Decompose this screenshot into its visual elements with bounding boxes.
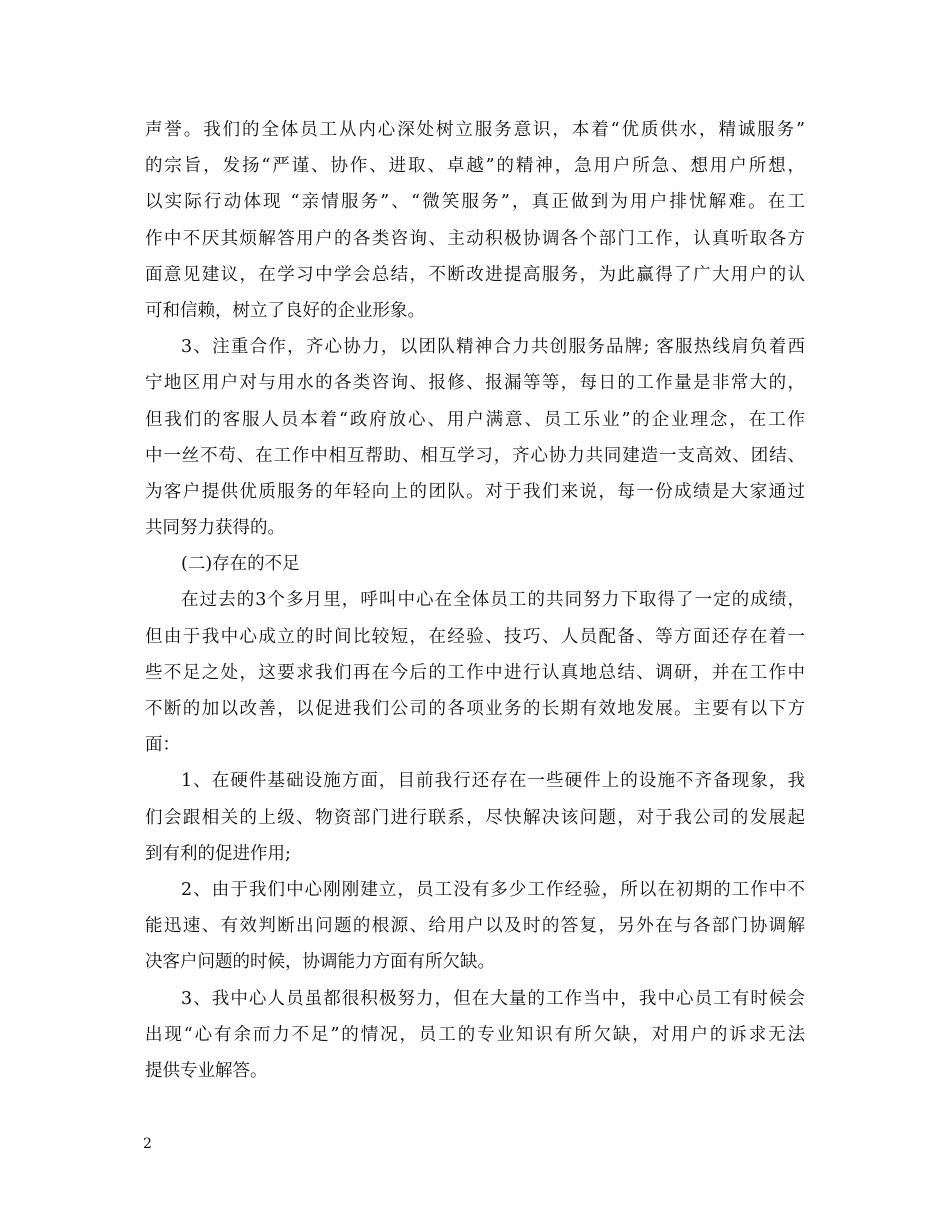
text-line: (二)存在的不足 [181, 554, 300, 575]
text-line: 3、注重合作，齐心协力，以团队精神合力共创服务品牌; 客服热线肩负着西 [181, 337, 805, 358]
text-line: 但由于我中心成立的时间比较短，在经验、技巧、人员配备、等方面还存在着一 [145, 626, 805, 647]
text-line: 作中不厌其烦解答用户的各类咨询、主动积极协调各个部门工作，认真听取各方 [145, 228, 805, 249]
text-line: 2、由于我们中心刚刚建立，员工没有多少工作经验，所以在初期的工作中不 [181, 879, 805, 900]
text-line: 声誉。我们的全体员工从内心深处树立服务意识，本着“优质供水，精诚服务” [145, 120, 805, 140]
text-line: 到有利的促进作用; [145, 843, 291, 864]
text-line: 共同努力获得的。 [145, 518, 285, 539]
text-line: 宁地区用户对与用水的各类咨询、报修、报漏等等，每日的工作量是非常大的， [145, 373, 805, 394]
text-line: 以实际行动体现 “亲情服务”、“微笑服务”，真正做到为用户排忧解难。在工 [145, 192, 805, 213]
text-line: 面意见建议，在学习中学会总结，不断改进提高服务，为此赢得了广大用户的认 [145, 264, 805, 285]
text-line: 们会跟相关的上级、物资部门进行联系，尽快解决该问题，对于我公司的发展起 [145, 807, 805, 828]
text-line: 出现“心有余而力不足”的情况，员工的专业知识有所欠缺，对用户的诉求无法 [145, 1024, 805, 1045]
body-text [145, 112, 805, 1089]
text-line: 不断的加以改善，以促进我们公司的各项业务的长期有效地发展。主要有以下方 [145, 699, 805, 719]
text-line: 中一丝不苟、在工作中相互帮助、相互学习，齐心协力共同建造一支高效、团结、 [145, 445, 805, 466]
page-number: 2 [143, 1136, 152, 1152]
text-line: 在过去的3个多月里，呼叫中心在全体员工的共同努力下取得了一定的成绩， [181, 590, 805, 611]
text-line: 3、我中心人员虽都很积极努力，但在大量的工作当中，我中心员工有时候会 [181, 988, 805, 1009]
text-line: 但我们的客服人员本着“政府放心、用户满意、员工乐业”的企业理念，在工作 [145, 409, 805, 430]
text-line: 1、在硬件基础设施方面，目前我行还存在一些硬件上的设施不齐备现象，我 [181, 771, 805, 792]
text-line: 可和信赖，树立了良好的企业形象。 [145, 300, 425, 321]
text-line: 为客户提供优质服务的年轻向上的团队。对于我们来说，每一份成绩是大家通过 [145, 481, 805, 502]
text-line: 的宗旨，发扬“严谨、协作、进取、卓越”的精神，急用户所急、想用户所想， [145, 156, 805, 177]
text-line: 提供专业解答。 [145, 1060, 268, 1081]
text-line: 决客户问题的时候，协调能力方面有所欠缺。 [145, 952, 495, 973]
text-line: 面： [145, 735, 180, 756]
text-line: 能迅速、有效判断出问题的根源、给用户以及时的答复，另外在与各部门协调解 [145, 916, 805, 937]
text-line: 些不足之处，这要求我们再在今后的工作中进行认真地总结、调研，并在工作中 [145, 662, 805, 683]
